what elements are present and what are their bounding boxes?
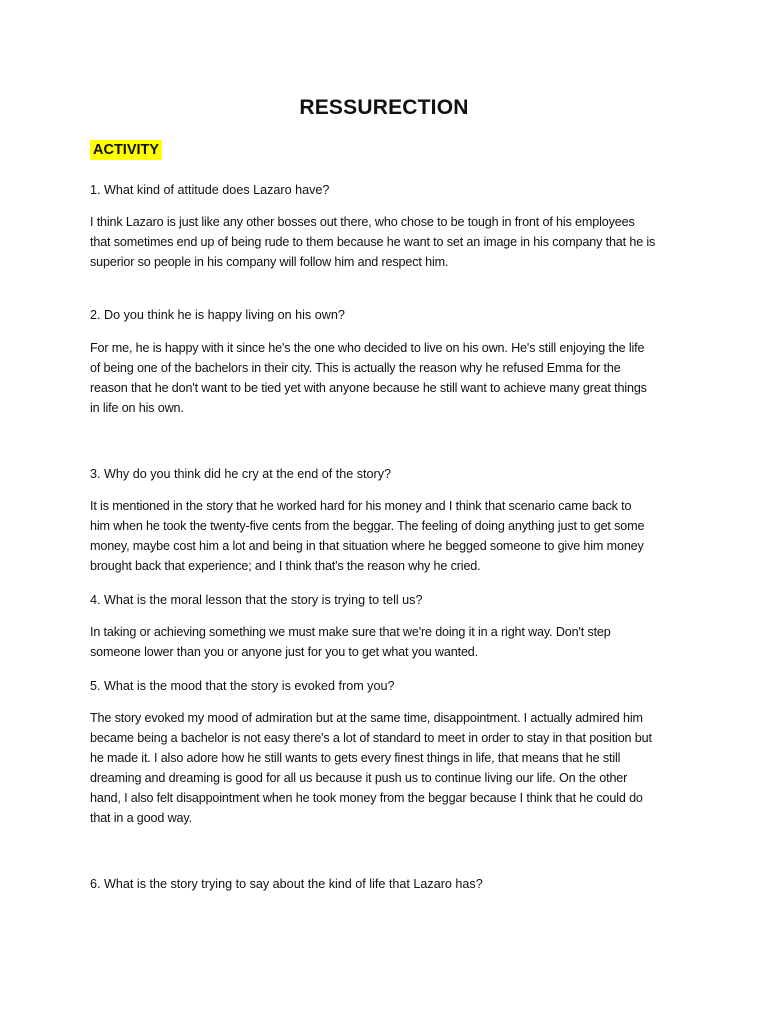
answer-1-line-1: I think Lazaro is just like any other bosses out there, who chose to be tough in front of his employees — [90, 215, 635, 229]
answer-3-line-2: him when he took the twenty-five cents from the beggar. The feeling of doing anything just to get some — [90, 519, 645, 533]
document-title: RESSURECTION — [299, 96, 469, 119]
answer-4-line-2: someone lower than you or anyone just for you to get what you wanted. — [90, 645, 478, 659]
answer-5-line-2: became being a bachelor is not easy there's a lot of standard to meet in order to stay in that position but — [90, 731, 652, 745]
answer-1 — [90, 212, 690, 272]
answer-block-3 — [90, 496, 690, 576]
answer-4 — [90, 622, 690, 662]
answer-2-line-1: For me, he is happy with it since he's the one who decided to live on his own. He's still enjoying the life — [90, 341, 645, 355]
answer-1-line-2: that sometimes end up of being rude to them because he want to set an image in his company that he is — [90, 235, 656, 249]
activity-heading: ACTIVITY — [90, 140, 162, 160]
answer-block-4 — [90, 622, 690, 662]
answer-5-line-1: The story evoked my mood of admiration but at the same time, disappointment. I actually admired him — [90, 711, 643, 725]
question-1: 1. What kind of attitude does Lazaro have? — [90, 183, 330, 197]
question-block-2 — [90, 305, 690, 325]
answer-5-line-5: hand, I also felt disappointment when he took money from the beggar because I think that he could do — [90, 791, 643, 805]
answer-5-line-3: he made it. I also adore how he still wants to gets every finest things in life, that means that he still — [90, 751, 621, 765]
answer-3 — [90, 496, 690, 576]
answer-3-line-3: money, maybe cost him a lot and being in that situation where he begged someone to give him money — [90, 539, 644, 553]
question-6: 6. What is the story trying to say about the kind of life that Lazaro has? — [90, 877, 483, 891]
question-2: 2. Do you think he is happy living on his own? — [90, 308, 345, 322]
question-block-6 — [90, 874, 690, 894]
question-5: 5. What is the mood that the story is evoked from you? — [90, 679, 395, 693]
question-block-3 — [90, 464, 690, 484]
answer-block-5 — [90, 708, 690, 828]
answer-5-line-4: dreaming and dreaming is good for all us because it push us to continue living our life. On the other — [90, 771, 628, 785]
question-4: 4. What is the moral lesson that the story is trying to tell us? — [90, 593, 423, 607]
answer-2 — [90, 338, 690, 418]
answer-block-2 — [90, 338, 690, 418]
answer-4-line-1: In taking or achieving something we must make sure that we're doing it in a right way. Don't step — [90, 625, 611, 639]
answer-5 — [90, 708, 690, 828]
activity-heading-block — [90, 142, 690, 158]
answer-2-line-2: of being one of the bachelors in their city. This is actually the reason why he refused Emma for the — [90, 361, 621, 375]
answer-5-line-6: that in a good way. — [90, 811, 192, 825]
question-3: 3. Why do you think did he cry at the end of the story? — [90, 467, 392, 481]
answer-block-1 — [90, 212, 690, 272]
answer-2-line-4: in life on his own. — [90, 401, 184, 415]
question-block-5 — [90, 676, 690, 696]
answer-2-line-3: reason that he don't want to be tied yet with anyone because he still want to achieve many great things — [90, 381, 647, 395]
question-block-1 — [90, 180, 690, 200]
answer-3-line-1: It is mentioned in the story that he worked hard for his money and I think that scenario came back to — [90, 499, 632, 513]
answer-1-line-3: superior so people in his company will follow him and respect him. — [90, 255, 449, 269]
answer-3-line-4: brought back that experience; and I think that's the reason why he cried. — [90, 559, 481, 573]
question-block-4 — [90, 590, 690, 610]
